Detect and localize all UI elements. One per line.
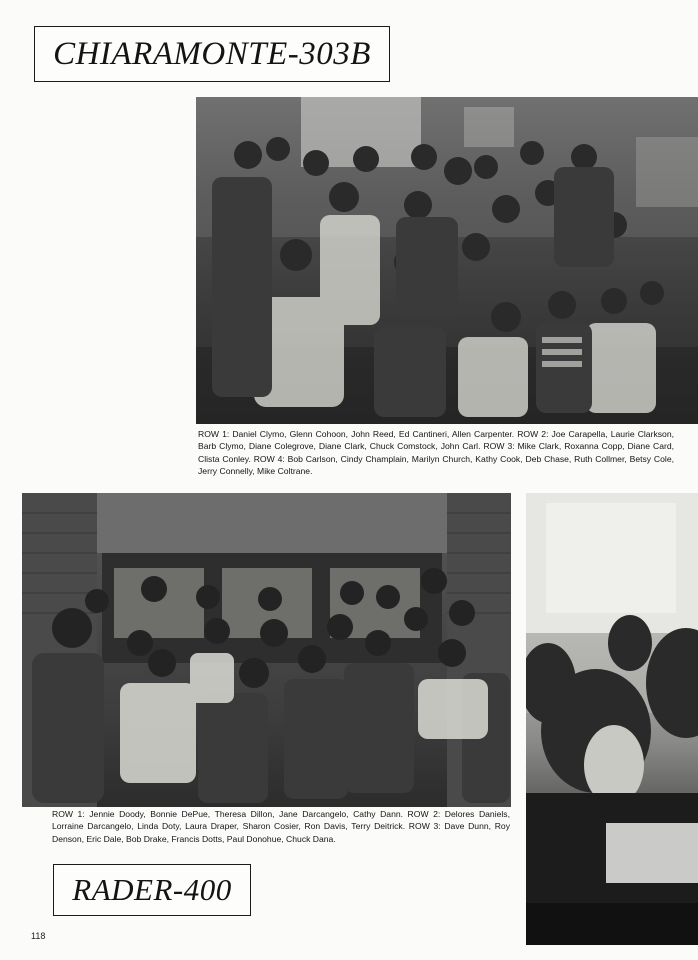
roster-caption-chiaramonte: ROW 1: Daniel Clymo, Glenn Cohoon, John Reed, Ed Cantineri, Allen Carpenter. ROW 2: Joe Carapella, Laurie Clarkson, Barb Clymo, Diane Colegrove, Diane Clark, Chuck Comstock, John Carl. ROW 3: Mike Clark, Roxanna Copp, Diane Card, Clista Conley. ROW 4: Bob Carlson, Cindy Champlain, Marilyn Church, Kathy Cook, Deb Chase, Ruth Collmer, Betsy Cole, Jerry Connelly, Mike Coltrane. [198,429,674,477]
roster-caption-rader: ROW 1: Jennie Doody, Bonnie DePue, Theresa Dillon, Jane Darcangelo, Cathy Dann. ROW 2: Delores Daniels, Lorraine Darcangelo, Linda Doty, Laura Draper, Sharon Cosier, Ron Davis, Terry Deitrick. ROW 3: Dave Dunn, Roy Denson, Eric Dale, Bob Drake, Francis Dotts, Paul Donohue, Chuck Dana. [52,809,510,844]
section-title-rader: RADER-400 [53,864,251,916]
candid-photo-classroom [526,493,698,945]
group-photo-rader [22,493,511,807]
group-photo-chiaramonte-art [196,97,698,424]
group-photo-chiaramonte [196,97,698,424]
page-number: 118 [31,931,46,941]
group-photo-rader-art [22,493,511,807]
candid-photo-classroom-art [526,493,698,945]
section-title-chiaramonte: CHIARAMONTE-303B [34,26,390,82]
